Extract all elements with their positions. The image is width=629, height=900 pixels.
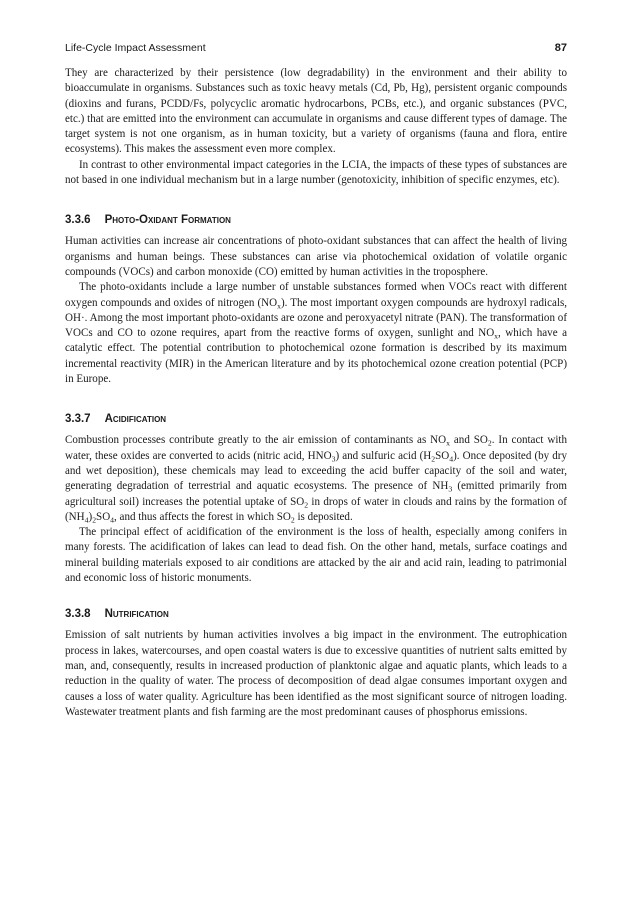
section-number: 3.3.8 bbox=[65, 608, 91, 621]
section-title: Nutrification bbox=[104, 608, 169, 621]
section-title: Acidification bbox=[104, 413, 167, 426]
section-number: 3.3.7 bbox=[65, 413, 91, 426]
intro-paragraph-1: They are characterized by their persistence (low degradability) in the environment and their ability to bioaccumulate in organisms. Substances such as toxic heavy metals (Cd, Pb, Hg), persistent organic compounds (dioxins and furans, PCDD/Fs, polycyclic aromatic hydrocarbons, PCBs, etc.), and organic substances (PVC, etc.) that are emitted into the environment can accumulate in organisms and cause different types of damage. The target system is not one organism, as in human toxicity, but a variety of organisms (fauna and flora, entire ecosystems). This makes the assessment even more complex. bbox=[65, 67, 567, 156]
section-heading-photo-oxidant bbox=[65, 214, 567, 226]
running-title: Life-Cycle Impact Assessment bbox=[65, 42, 206, 54]
page bbox=[65, 40, 567, 720]
running-header bbox=[65, 40, 567, 60]
acidification-paragraph-1: Combustion processes contribute greatly to the air emission of contaminants as $NO_x$ and $SO_2$. In contact with water, these oxides are converted to acids (nitric acid, $HNO_3$) and sulfuric acid $(H_2SO_4)$. Once deposited (by dry and wet deposition), these chemicals may lead to exceeding the acid buffer capacity of the soil and water, generating degradation of terrestrial and aquatic ecosystems. The presence of $NH_3$ (emitted primarily from agricultural soil) increases the potential uptake of $SO_2$ in drops of water in clouds and rains by the formation of $(NH_4)_2SO_4$, and thus affects the forest in which $SO_2$ is deposited. bbox=[65, 434, 567, 525]
section-heading-acidification bbox=[65, 413, 567, 425]
page-number: 87 bbox=[554, 42, 567, 54]
photo-oxidant-paragraph-1: Human activities can increase air concentrations of photo-oxidant substances that can affect the health of living organisms and human beings. These substances can arise via photochemical oxidation of volatile organic compounds (VOCs) and carbon monoxide (CO) emitted by human activities in the troposphere. bbox=[65, 235, 567, 278]
nutrification-paragraph-1: Emission of salt nutrients by human activities involves a big impact in the environment. The eutrophication process in lakes, watercourses, and open coastal waters is due to excessive quantities of nutrient salts emitted by man, and, consequently, results in increased production of planktonic algae and aquatic plants, which leads to a reduction in the quality of water. The process of decomposition of dead algae consumes important oxygen and causes a loss of water quality. Agriculture has been identified as the most significant source of nitrogen loading. Wastewater treatment plants and fish farming are the most predominant causes of phosphorus emissions. bbox=[65, 629, 567, 718]
photo-oxidant-paragraph-2: The photo-oxidants include a large number of unstable substances formed when VOCs react with different oxygen compounds and oxides of nitrogen $(NO_x)$. The most important oxygen compounds are hydroxyl radicals, OH·. Among the most important photo-oxidants are ozone and peroxyacetyl nitrate (PAN). The transformation of VOCs and CO to ozone requires, apart from the reactive forms of oxygen, sunlight and $NO_x$, which have a catalytic effect. The potential contribution to photochemical ozone formation is described by its maximum incremental reactivity (MIR) in the American literature and by its photochemical ozone creation potential (PCP) in Europe. bbox=[65, 281, 567, 386]
section-number: 3.3.6 bbox=[65, 214, 91, 227]
intro-paragraph-2: In contrast to other environmental impact categories in the LCIA, the impacts of these types of substances are not based in one individual mechanism but in a large number (genotoxicity, inhibition of specific enzymes, etc). bbox=[65, 158, 567, 187]
section-title: Photo-Oxidant Formation bbox=[104, 214, 231, 227]
section-heading-nutrification bbox=[65, 608, 567, 620]
acidification-paragraph-2: The principal effect of acidification of the environment is the loss of health, especially among conifers in many forests. The acidification of lakes can lead to dead fish. On the other hand, metals, surface coatings and mineral building materials exposed to air conditions are attacked by the air and acid rain, leading to patrimonial and economic loss of historic monuments. bbox=[65, 526, 567, 585]
